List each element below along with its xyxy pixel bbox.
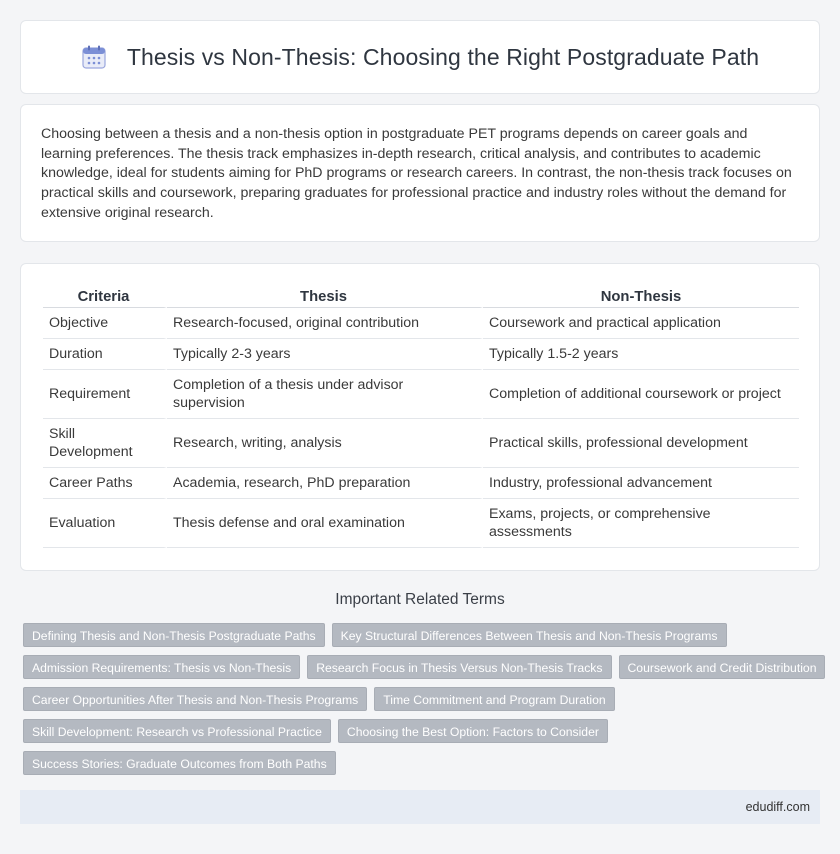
thesis-cell: Thesis defense and oral examination	[167, 499, 483, 548]
related-term-tag[interactable]: Time Commitment and Program Duration	[374, 687, 614, 711]
related-term-tag[interactable]: Choosing the Best Option: Factors to Consider	[338, 719, 608, 743]
related-term-tag[interactable]: Research Focus in Thesis Versus Non-Thesis Tracks	[307, 655, 611, 679]
related-term-tag[interactable]: Career Opportunities After Thesis and Non-Thesis Programs	[23, 687, 367, 711]
criteria-cell: Requirement	[43, 370, 167, 419]
column-header-non-thesis: Non-Thesis	[483, 284, 799, 308]
thesis-cell: Research, writing, analysis	[167, 419, 483, 468]
table-row	[43, 468, 799, 499]
thesis-cell: Completion of a thesis under advisor supervision	[167, 370, 483, 419]
table-header-row	[43, 284, 799, 308]
comparison-card	[20, 263, 820, 571]
related-term-tag[interactable]: Success Stories: Graduate Outcomes from Both Paths	[23, 751, 336, 775]
footer	[20, 790, 820, 824]
table-row	[43, 308, 799, 339]
criteria-cell: Skill Development	[43, 419, 167, 468]
footer-site-link[interactable]: edudiff.com	[745, 800, 810, 814]
comparison-table	[43, 284, 799, 548]
thesis-cell: Academia, research, PhD preparation	[167, 468, 483, 499]
non-thesis-cell: Typically 1.5-2 years	[483, 339, 799, 370]
column-header-criteria: Criteria	[43, 284, 167, 308]
related-term-tag[interactable]: Coursework and Credit Distribution	[619, 655, 826, 679]
related-terms-title: Important Related Terms	[335, 591, 505, 608]
related-terms-list	[23, 623, 823, 783]
criteria-cell: Objective	[43, 308, 167, 339]
column-header-thesis: Thesis	[167, 284, 483, 308]
table-row	[43, 499, 799, 548]
calendar-icon	[81, 44, 107, 70]
related-term-tag[interactable]: Skill Development: Research vs Professional Practice	[23, 719, 331, 743]
thesis-cell: Research-focused, original contribution	[167, 308, 483, 339]
related-term-tag[interactable]: Key Structural Differences Between Thesis and Non-Thesis Programs	[332, 623, 727, 647]
table-row	[43, 370, 799, 419]
intro-card	[20, 104, 820, 242]
criteria-cell: Duration	[43, 339, 167, 370]
page-header	[20, 20, 820, 94]
page-title: Thesis vs Non-Thesis: Choosing the Right Postgraduate Path	[126, 43, 760, 70]
related-term-tag[interactable]: Admission Requirements: Thesis vs Non-Thesis	[23, 655, 300, 679]
table-row	[43, 339, 799, 370]
related-term-tag[interactable]: Defining Thesis and Non-Thesis Postgraduate Paths	[23, 623, 325, 647]
criteria-cell: Career Paths	[43, 468, 167, 499]
non-thesis-cell: Coursework and practical application	[483, 308, 799, 339]
non-thesis-cell: Exams, projects, or comprehensive assessments	[483, 499, 799, 548]
non-thesis-cell: Completion of additional coursework or project	[483, 370, 799, 419]
table-row	[43, 419, 799, 468]
criteria-cell: Evaluation	[43, 499, 167, 548]
thesis-cell: Typically 2-3 years	[167, 339, 483, 370]
intro-text: Choosing between a thesis and a non-thesis option in postgraduate PET programs depends on career goals and learning preferences. The thesis track emphasizes in-depth research, critical analysis, and contributes to academic knowledge, ideal for students aiming for PhD programs or research careers. In contrast, the non-thesis track focuses on practical skills and coursework, preparing graduates for professional practice and industry roles without the demand for extensive original research.	[41, 126, 792, 221]
non-thesis-cell: Practical skills, professional development	[483, 419, 799, 468]
non-thesis-cell: Industry, professional advancement	[483, 468, 799, 499]
